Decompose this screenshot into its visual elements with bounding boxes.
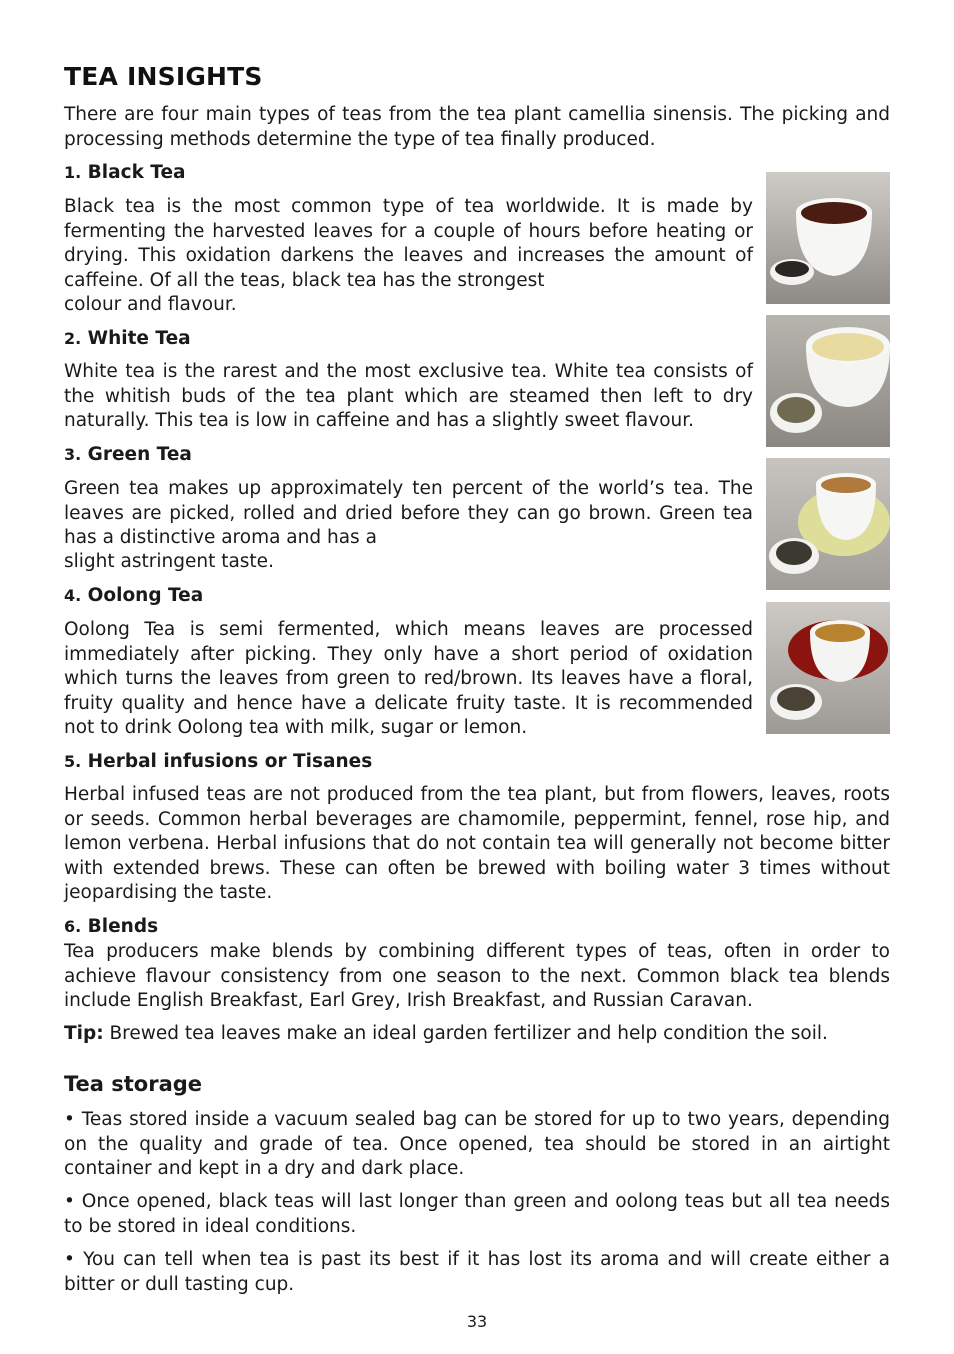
storage-heading: Tea storage <box>64 1072 203 1096</box>
black-tea-photo <box>766 172 890 304</box>
section-body-white-tea: White tea is the rarest and the most exclusive tea. White tea consists of the whitish buds of the tea plant which are steamed then left to dry naturally. This tea is low in caffeine and has a slightly sweet flavour. <box>64 361 753 431</box>
page-number: 33 <box>466 1312 488 1331</box>
green-tea-photo <box>766 458 890 590</box>
page-title: TEA INSIGHTS <box>64 62 263 91</box>
storage-bullet: • Once opened, black teas will last longer than green and oolong teas but all tea needs to be stored in ideal conditions. <box>64 1191 890 1237</box>
storage-bullet: • You can tell when tea is past its best if it has lost its aroma and will create either a bitter or dull tasting cup. <box>64 1249 890 1295</box>
section-title: White Tea <box>87 328 191 349</box>
section-heading-green-tea <box>64 443 192 467</box>
oolong-tea-photo <box>766 602 890 734</box>
storage-bullet: • Teas stored inside a vacuum sealed bag can be stored for up to two years, depending on the quality and grade of tea. Once opened, tea should be stored in an airtight container and kept in a dry and dark place. <box>64 1109 890 1179</box>
section-heading-herbal <box>64 750 372 774</box>
section-body-black-tea-cont: colour and flavour. <box>64 294 237 315</box>
section-heading-blends <box>64 915 158 939</box>
section-title: Blends <box>87 916 159 937</box>
section-title: Green Tea <box>87 444 192 465</box>
tip-paragraph <box>64 1022 890 1047</box>
section-number: 3. <box>64 445 82 464</box>
section-number: 5. <box>64 752 82 771</box>
section-body-green-tea-cont: slight astringent taste. <box>64 551 274 572</box>
section-heading-oolong-tea <box>64 584 203 608</box>
section-body-blends: Tea producers make blends by combining different types of teas, often in order to achieve flavour consistency from one season to the next. Common black tea blends include English Breakfast, Earl Grey, Irish Breakfast, and Russian Caravan. <box>64 941 890 1011</box>
section-number: 2. <box>64 329 82 348</box>
tip-text: Brewed tea leaves make an ideal garden fertilizer and help condition the soil. <box>103 1023 828 1044</box>
section-body-green-tea: Green tea makes up approximately ten percent of the world’s tea. The leaves are picked, rolled and dried before they can go brown. Green tea has a distinctive aroma and has a <box>64 478 753 548</box>
section-heading-black-tea <box>64 161 186 185</box>
tip-label: Tip: <box>64 1023 104 1044</box>
section-body-herbal: Herbal infused teas are not produced from the tea plant, but from flowers, leaves, roots or seeds. Common herbal beverages are chamomile, peppermint, fennel, rose hip, and lemon verbena. Herbal infusions that do not contain tea will generally not become bitter with extended brews. These can often be brewed with boiling water 3 times without jeopardising the taste. <box>64 784 890 903</box>
section-title: Herbal infusions or Tisanes <box>87 751 373 772</box>
section-title: Oolong Tea <box>87 585 204 606</box>
section-number: 4. <box>64 586 82 605</box>
section-body-oolong-tea: Oolong Tea is semi fermented, which means leaves are processed immediately after picking. They only have a short period of oxidation which turns the leaves from green to red/brown. Its leaves have a floral, fruity quality and hence have a delicate fruity taste. It is recommended not to drink Oolong tea with milk, sugar or lemon. <box>64 619 753 738</box>
section-body-black-tea: Black tea is the most common type of tea worldwide. It is made by fermenting the harvested leaves for a couple of hours before heating or drying. This oxidation darkens the leaves and increases the amount of caffeine. Of all the teas, black tea has the strongest <box>64 196 753 291</box>
intro-paragraph: There are four main types of teas from the tea plant camellia sinensis. The picking and processing methods determine the type of tea finally produced. <box>64 104 890 150</box>
section-number: 1. <box>64 163 82 182</box>
white-tea-photo <box>766 315 890 447</box>
section-heading-white-tea <box>64 327 191 351</box>
section-number: 6. <box>64 917 82 936</box>
section-title: Black Tea <box>87 162 186 183</box>
